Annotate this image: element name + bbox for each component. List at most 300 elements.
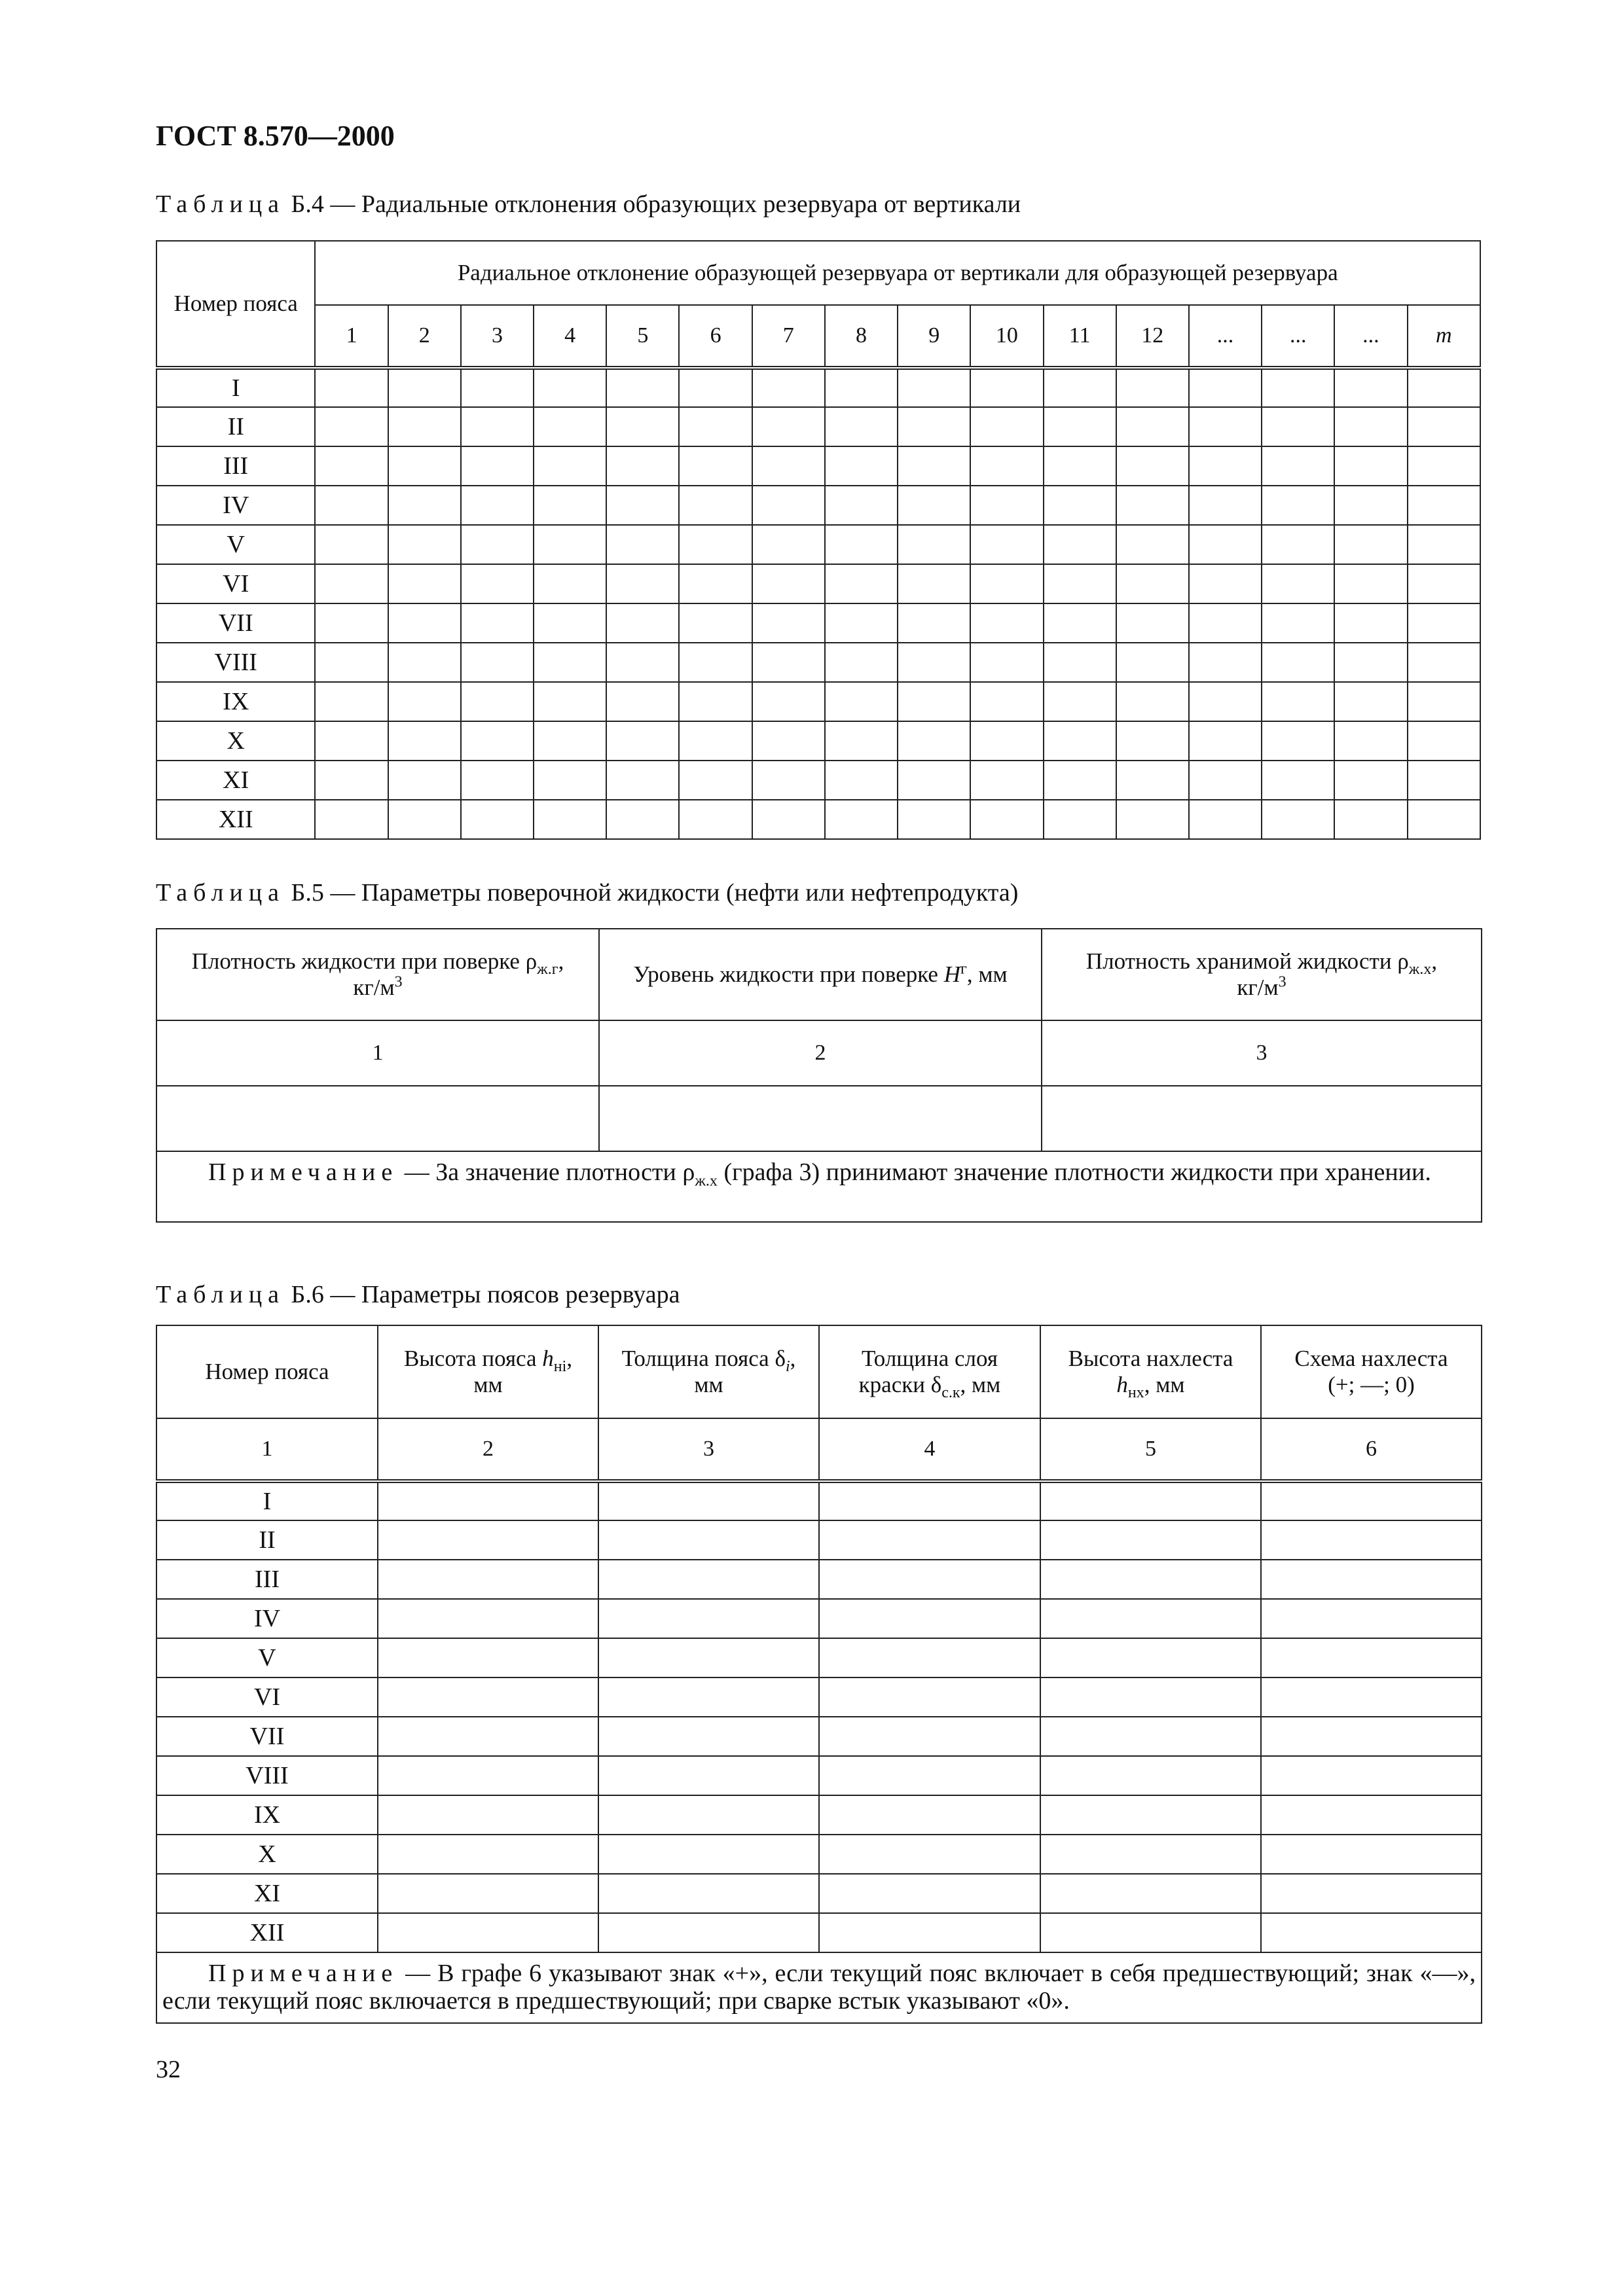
- data-cell: [1040, 1874, 1261, 1913]
- data-cell: [752, 564, 825, 603]
- data-cell: [752, 446, 825, 486]
- data-cell: [461, 721, 534, 761]
- data-cell: [679, 682, 752, 721]
- data-cell: [1189, 603, 1262, 643]
- data-cell: [534, 525, 606, 564]
- table-row: [156, 800, 1480, 839]
- data-cell: [461, 643, 534, 682]
- belt-label: XII: [156, 1913, 378, 1952]
- data-cell: [599, 1086, 1042, 1151]
- data-cell: [1189, 682, 1262, 721]
- data-cell: [534, 486, 606, 525]
- data-cell: [1334, 368, 1407, 407]
- header-paint-thickness: Толщина слоя краски $\delta_{с.к}$, мм: [819, 1325, 1040, 1418]
- data-cell: [1334, 682, 1407, 721]
- data-cell: [752, 721, 825, 761]
- generatrix-number: 7: [752, 305, 825, 368]
- data-cell: [1262, 761, 1334, 800]
- data-cell: [825, 486, 898, 525]
- data-cell: [1334, 643, 1407, 682]
- data-cell: [461, 446, 534, 486]
- table-b5-note: Примечание — За значение плотности $\rho_{ж.х}$ (графа 3) принимают значение плотности жидкости при хранении.: [156, 1151, 1482, 1222]
- data-cell: [1262, 486, 1334, 525]
- generatrix-number: 5: [606, 305, 679, 368]
- data-cell: [679, 603, 752, 643]
- table-row: [156, 1599, 1482, 1638]
- data-cell: [461, 525, 534, 564]
- data-cell: [378, 1874, 598, 1913]
- table-row: [156, 1481, 1482, 1520]
- data-cell: [752, 761, 825, 800]
- data-cell: [534, 682, 606, 721]
- generatrix-number: 12: [1116, 305, 1189, 368]
- table-b4: [156, 240, 1481, 840]
- table-row: [156, 1638, 1482, 1677]
- table-b5-data-row: [156, 1086, 1482, 1151]
- data-cell: [752, 643, 825, 682]
- data-cell: [315, 761, 388, 800]
- data-cell: [752, 368, 825, 407]
- caption-prefix: Таблица: [156, 190, 285, 218]
- data-cell: [378, 1638, 598, 1677]
- data-cell: [1408, 446, 1480, 486]
- belt-label: X: [156, 721, 315, 761]
- data-cell: [752, 603, 825, 643]
- data-cell: [1408, 525, 1480, 564]
- data-cell: [1116, 800, 1189, 839]
- data-cell: [1262, 643, 1334, 682]
- data-cell: [970, 407, 1043, 446]
- data-cell: [1040, 1756, 1261, 1795]
- data-cell: [970, 368, 1043, 407]
- data-cell: [461, 761, 534, 800]
- header-belt-height: Высота пояса $h_{нi}$, мм: [378, 1325, 598, 1418]
- page-number: 32: [156, 2056, 181, 2083]
- data-cell: [1334, 721, 1407, 761]
- data-cell: [819, 1913, 1040, 1952]
- belt-label: III: [156, 1560, 378, 1599]
- data-cell: [534, 407, 606, 446]
- data-cell: [819, 1677, 1040, 1717]
- data-cell: [819, 1481, 1040, 1520]
- belt-label: II: [156, 1520, 378, 1560]
- generatrix-number: 4: [534, 305, 606, 368]
- header-liquid-level: Уровень жидкости при поверке $H^г$, мм: [599, 929, 1042, 1020]
- generatrix-number: 6: [679, 305, 752, 368]
- header-overlap-scheme: Схема нахлеста (+; —; 0): [1261, 1325, 1482, 1418]
- data-cell: [1042, 1086, 1482, 1151]
- data-cell: [1334, 446, 1407, 486]
- data-cell: [378, 1835, 598, 1874]
- data-cell: [819, 1756, 1040, 1795]
- data-cell: [1262, 368, 1334, 407]
- data-cell: [825, 407, 898, 446]
- data-cell: [1044, 368, 1116, 407]
- data-cell: [461, 564, 534, 603]
- data-cell: [1262, 525, 1334, 564]
- caption-prefix: Таблица: [156, 879, 285, 906]
- data-cell: [752, 486, 825, 525]
- data-cell: [1040, 1795, 1261, 1835]
- table-row: [156, 525, 1480, 564]
- data-cell: [1334, 800, 1407, 839]
- table-b5-note-row: [156, 1151, 1482, 1222]
- generatrix-number: ...: [1334, 305, 1407, 368]
- data-cell: [315, 603, 388, 643]
- table-row: [156, 1560, 1482, 1599]
- table-b5-number-row: [156, 1020, 1482, 1086]
- data-cell: [819, 1795, 1040, 1835]
- data-cell: [1189, 368, 1262, 407]
- data-cell: [898, 682, 970, 721]
- data-cell: [534, 721, 606, 761]
- data-cell: [598, 1560, 819, 1599]
- data-cell: [156, 1086, 599, 1151]
- table-row: [156, 564, 1480, 603]
- data-cell: [1116, 682, 1189, 721]
- data-cell: [534, 564, 606, 603]
- data-cell: [315, 525, 388, 564]
- table-row: [156, 1874, 1482, 1913]
- data-cell: [461, 603, 534, 643]
- data-cell: [1189, 446, 1262, 486]
- data-cell: [606, 682, 679, 721]
- data-cell: [819, 1835, 1040, 1874]
- data-cell: [1189, 525, 1262, 564]
- table-row: [156, 486, 1480, 525]
- data-cell: [752, 800, 825, 839]
- data-cell: [598, 1756, 819, 1795]
- table-row: [156, 1756, 1482, 1795]
- data-cell: [1116, 721, 1189, 761]
- data-cell: [898, 603, 970, 643]
- belt-label: XI: [156, 1874, 378, 1913]
- belt-label: VIII: [156, 1756, 378, 1795]
- data-cell: [679, 564, 752, 603]
- data-cell: [315, 643, 388, 682]
- data-cell: [388, 368, 461, 407]
- data-cell: [1040, 1481, 1261, 1520]
- data-cell: [752, 525, 825, 564]
- belt-label: X: [156, 1835, 378, 1874]
- data-cell: [1408, 564, 1480, 603]
- data-cell: [606, 564, 679, 603]
- data-cell: [315, 721, 388, 761]
- data-cell: [898, 368, 970, 407]
- data-cell: [606, 721, 679, 761]
- data-cell: [315, 368, 388, 407]
- table-row: [156, 1835, 1482, 1874]
- belt-label: III: [156, 446, 315, 486]
- data-cell: [819, 1874, 1040, 1913]
- belt-label: XII: [156, 800, 315, 839]
- table-b5: [156, 928, 1482, 1223]
- caption-text: Б.5 — Параметры поверочной жидкости (нефти или нефтепродукта): [291, 879, 1019, 906]
- belt-label: VII: [156, 603, 315, 643]
- data-cell: [1408, 682, 1480, 721]
- data-cell: [898, 564, 970, 603]
- caption-text: Б.4 — Радиальные отклонения образующих резервуара от вертикали: [291, 190, 1021, 218]
- header-overlap-height: Высота нахлеста $h_{нх}$, мм: [1040, 1325, 1261, 1418]
- data-cell: [534, 800, 606, 839]
- data-cell: [598, 1599, 819, 1638]
- column-number: 4: [819, 1418, 1040, 1481]
- data-cell: [825, 446, 898, 486]
- data-cell: [388, 525, 461, 564]
- data-cell: [461, 368, 534, 407]
- data-cell: [752, 407, 825, 446]
- header-belt-number: Номер пояса: [156, 1325, 378, 1418]
- table-row: [156, 1717, 1482, 1756]
- data-cell: [1261, 1520, 1482, 1560]
- data-cell: [1334, 486, 1407, 525]
- table-b6-note-row: [156, 1952, 1482, 2023]
- table-row: [156, 643, 1480, 682]
- table-b6-note: Примечание — В графе 6 указывают знак «+», если текущий пояс включает в себя предшествующий; знак «—», если текущий пояс включается в предшествующий; при сварке встык указывают «0».: [156, 1952, 1482, 2023]
- data-cell: [315, 446, 388, 486]
- data-cell: [598, 1520, 819, 1560]
- belt-label: I: [156, 368, 315, 407]
- column-number: 2: [378, 1418, 598, 1481]
- data-cell: [378, 1520, 598, 1560]
- data-cell: [1262, 407, 1334, 446]
- data-cell: [1044, 603, 1116, 643]
- belt-label: IV: [156, 1599, 378, 1638]
- data-cell: [1040, 1913, 1261, 1952]
- table-row: [156, 1677, 1482, 1717]
- data-cell: [388, 682, 461, 721]
- table-row: [156, 1795, 1482, 1835]
- data-cell: [970, 643, 1043, 682]
- table-b6-number-row: [156, 1418, 1482, 1481]
- data-cell: [1334, 525, 1407, 564]
- data-cell: [461, 486, 534, 525]
- data-cell: [825, 682, 898, 721]
- generatrix-number: 1: [315, 305, 388, 368]
- data-cell: [1261, 1677, 1482, 1717]
- data-cell: [606, 407, 679, 446]
- data-cell: [1261, 1756, 1482, 1795]
- data-cell: [1044, 525, 1116, 564]
- data-cell: [1408, 800, 1480, 839]
- data-cell: [898, 446, 970, 486]
- data-cell: [1261, 1560, 1482, 1599]
- table-row: [156, 368, 1480, 407]
- data-cell: [970, 603, 1043, 643]
- data-cell: [679, 643, 752, 682]
- data-cell: [1262, 721, 1334, 761]
- data-cell: [1408, 643, 1480, 682]
- table-row: [156, 603, 1480, 643]
- data-cell: [606, 603, 679, 643]
- data-cell: [378, 1560, 598, 1599]
- data-cell: [1044, 800, 1116, 839]
- table-b4-column-numbers: [156, 305, 1480, 368]
- data-cell: [1408, 407, 1480, 446]
- data-cell: [898, 486, 970, 525]
- data-cell: [1408, 603, 1480, 643]
- data-cell: [1189, 643, 1262, 682]
- data-cell: [679, 800, 752, 839]
- data-cell: [534, 603, 606, 643]
- data-cell: [1334, 407, 1407, 446]
- data-cell: [898, 800, 970, 839]
- data-cell: [388, 721, 461, 761]
- data-cell: [315, 486, 388, 525]
- data-cell: [1334, 761, 1407, 800]
- data-cell: [1261, 1795, 1482, 1835]
- data-cell: [898, 407, 970, 446]
- data-cell: [534, 446, 606, 486]
- data-cell: [1116, 761, 1189, 800]
- data-cell: [825, 368, 898, 407]
- table-row: [156, 1520, 1482, 1560]
- data-cell: [378, 1717, 598, 1756]
- data-cell: [1261, 1481, 1482, 1520]
- data-cell: [1040, 1677, 1261, 1717]
- data-cell: [598, 1874, 819, 1913]
- belt-label: XI: [156, 761, 315, 800]
- data-cell: [898, 721, 970, 761]
- data-cell: [606, 525, 679, 564]
- caption-text: Б.6 — Параметры поясов резервуара: [291, 1281, 680, 1308]
- data-cell: [1189, 761, 1262, 800]
- data-cell: [970, 525, 1043, 564]
- generatrix-number: 9: [898, 305, 970, 368]
- data-cell: [461, 682, 534, 721]
- belt-label: VI: [156, 564, 315, 603]
- data-cell: [970, 564, 1043, 603]
- data-cell: [534, 761, 606, 800]
- belt-label: VIII: [156, 643, 315, 682]
- data-cell: [1261, 1913, 1482, 1952]
- data-cell: [1044, 761, 1116, 800]
- column-number: 5: [1040, 1418, 1261, 1481]
- data-cell: [825, 643, 898, 682]
- data-cell: [388, 407, 461, 446]
- data-cell: [1262, 564, 1334, 603]
- generatrix-number: ...: [1262, 305, 1334, 368]
- data-cell: [1116, 603, 1189, 643]
- generatrix-number: 2: [388, 305, 461, 368]
- data-cell: [378, 1795, 598, 1835]
- table-b4-caption: [156, 190, 1021, 219]
- data-cell: [825, 525, 898, 564]
- table-row: [156, 721, 1480, 761]
- data-cell: [1189, 721, 1262, 761]
- data-cell: [598, 1677, 819, 1717]
- data-cell: [825, 721, 898, 761]
- data-cell: [598, 1717, 819, 1756]
- data-cell: [1261, 1874, 1482, 1913]
- table-row: [156, 682, 1480, 721]
- column-number: 6: [1261, 1418, 1482, 1481]
- data-cell: [1116, 407, 1189, 446]
- belt-label: V: [156, 525, 315, 564]
- data-cell: [388, 446, 461, 486]
- data-cell: [679, 368, 752, 407]
- header-density-storage: Плотность хранимой жидкости $\rho_{ж.х}$, $кг/м^3$: [1042, 929, 1482, 1020]
- data-cell: [819, 1520, 1040, 1560]
- column-number: 2: [599, 1020, 1042, 1086]
- belt-label: IX: [156, 682, 315, 721]
- data-cell: [1262, 446, 1334, 486]
- data-cell: [606, 446, 679, 486]
- data-cell: [970, 682, 1043, 721]
- data-cell: [679, 407, 752, 446]
- belt-label: VI: [156, 1677, 378, 1717]
- data-cell: [1262, 682, 1334, 721]
- table-row: [156, 761, 1480, 800]
- data-cell: [1044, 721, 1116, 761]
- data-cell: [378, 1756, 598, 1795]
- data-cell: [679, 525, 752, 564]
- header-belt-thickness: Толщина пояса $\delta_i$, мм: [598, 1325, 819, 1418]
- data-cell: [679, 446, 752, 486]
- data-cell: [1044, 682, 1116, 721]
- data-cell: [1189, 564, 1262, 603]
- data-cell: [1040, 1560, 1261, 1599]
- data-cell: [606, 368, 679, 407]
- data-cell: [898, 525, 970, 564]
- column-number: 1: [156, 1418, 378, 1481]
- data-cell: [970, 486, 1043, 525]
- data-cell: [315, 800, 388, 839]
- data-cell: [598, 1913, 819, 1952]
- table-b6: [156, 1325, 1482, 2024]
- belt-label: IV: [156, 486, 315, 525]
- data-cell: [1040, 1599, 1261, 1638]
- table-b5-caption: [156, 878, 1018, 907]
- data-cell: [1261, 1835, 1482, 1874]
- data-cell: [388, 761, 461, 800]
- data-cell: [1040, 1638, 1261, 1677]
- generatrix-number: 3: [461, 305, 534, 368]
- generatrix-number: 8: [825, 305, 898, 368]
- column-number: 3: [1042, 1020, 1482, 1086]
- data-cell: [825, 761, 898, 800]
- data-cell: [970, 446, 1043, 486]
- data-cell: [1040, 1717, 1261, 1756]
- data-cell: [606, 761, 679, 800]
- data-cell: [1261, 1599, 1482, 1638]
- data-cell: [1044, 446, 1116, 486]
- data-cell: [1044, 564, 1116, 603]
- data-cell: [1116, 564, 1189, 603]
- data-cell: [752, 682, 825, 721]
- data-cell: [970, 800, 1043, 839]
- data-cell: [1116, 525, 1189, 564]
- data-cell: [378, 1913, 598, 1952]
- data-cell: [1189, 486, 1262, 525]
- data-cell: [378, 1481, 598, 1520]
- data-cell: [898, 643, 970, 682]
- belt-label: II: [156, 407, 315, 446]
- data-cell: [388, 800, 461, 839]
- generatrix-number: 11: [1044, 305, 1116, 368]
- header-radial-deviation: Радиальное отклонение образующей резервуара от вертикали для образующей резервуара: [315, 241, 1480, 305]
- data-cell: [388, 486, 461, 525]
- data-cell: [825, 603, 898, 643]
- data-cell: [819, 1717, 1040, 1756]
- data-cell: [534, 368, 606, 407]
- table-b4-header-row: [156, 241, 1480, 305]
- data-cell: [1334, 603, 1407, 643]
- table-b5-header-row: [156, 929, 1482, 1020]
- data-cell: [315, 407, 388, 446]
- data-cell: [679, 721, 752, 761]
- data-cell: [1408, 486, 1480, 525]
